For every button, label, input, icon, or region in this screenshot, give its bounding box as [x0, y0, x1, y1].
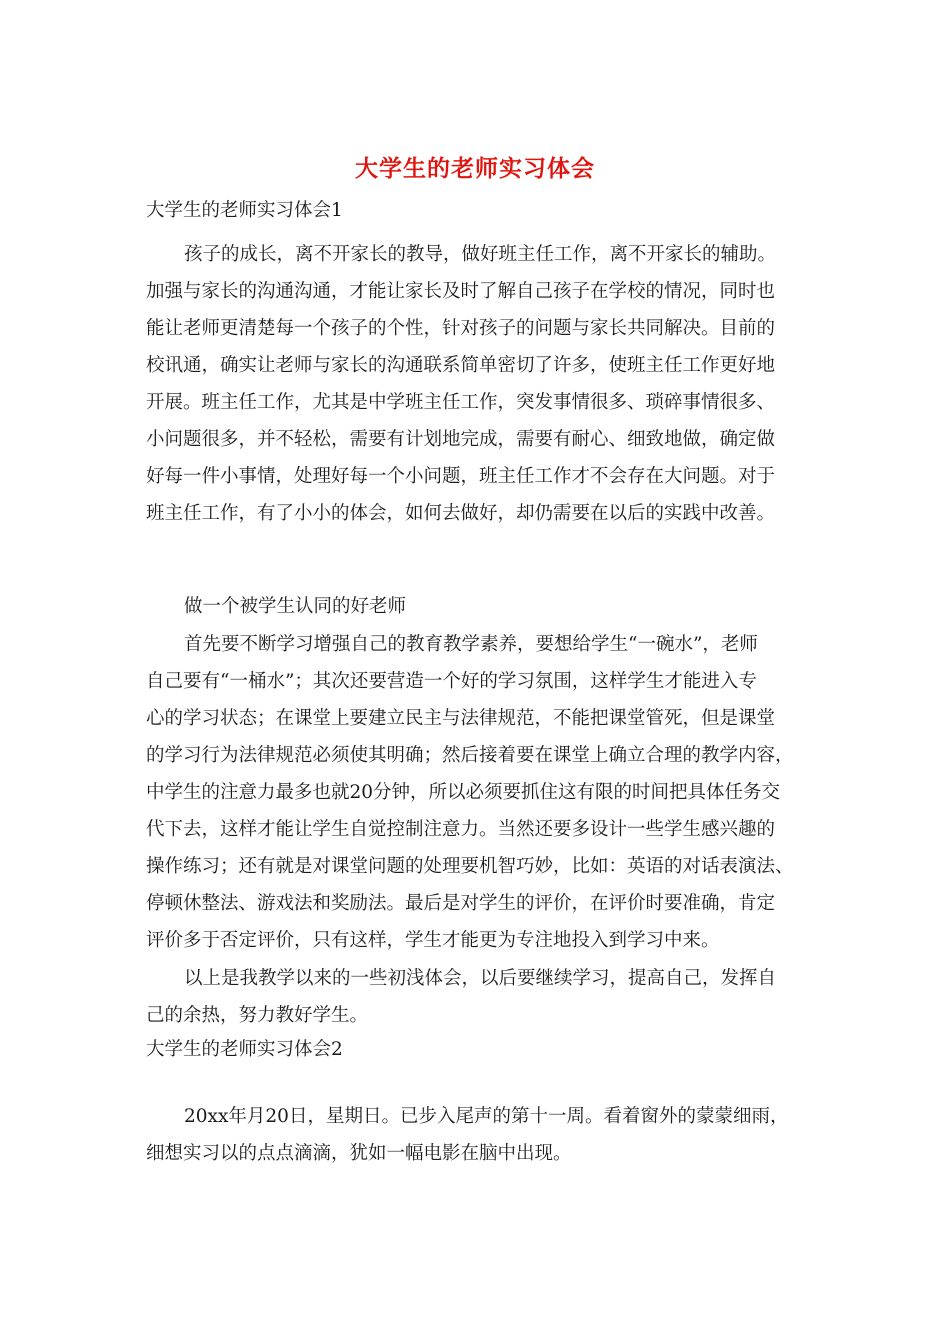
paragraph-line: 评价多于否定评价，只有这样，学生才能更为专注地投入到学习中来。	[146, 930, 720, 951]
paragraph-line: 孩子的成长，离不开家长的教导，做好班主任工作，离不开家长的辅助。	[184, 244, 777, 265]
paragraph-line: 好每一件小事情，处理好每一个小问题，班主任工作才不会存在大问题。对于	[146, 466, 776, 487]
paragraph-line: 代下去，这样才能让学生自觉控制注意力。当然还要多设计一些学生感兴趣的	[146, 819, 776, 840]
paragraph-line: 的学习行为法律规范必须使其明确；然后接着要在课堂上确立合理的教学内容，	[146, 745, 794, 766]
paragraph-line: 首先要不断学习增强自己的教育教学素养，要想给学生“一碗水”，老师	[184, 634, 758, 655]
paragraph-1	[146, 236, 814, 532]
paragraph-line: 能让老师更清楚每一个孩子的个性，针对孩子的问题与家长共同解决。目前的	[146, 318, 776, 339]
paragraph-line: 中学生的注意力最多也就20分钟，所以必须要抓住这有限的时间把具体任务交	[146, 782, 781, 803]
paragraph-2	[146, 626, 814, 959]
paragraph-line: 小问题很多，并不轻松，需要有计划地完成，需要有耐心、细致地做，确定做	[146, 429, 776, 450]
paragraph-line: 以上是我教学以来的一些初浅体会，以后要继续学习，提高自己，发挥自	[184, 968, 777, 989]
paragraph-line: 细想实习以的点点滴滴，犹如一幅电影在脑中出现。	[146, 1143, 572, 1164]
paragraph-line: 己的余热，努力教好学生。	[146, 1005, 369, 1026]
section-heading-2: 大学生的老师实习体会2	[146, 1039, 343, 1060]
paragraph-line: 操作练习；还有就是对课堂问题的处理要机智巧妙，比如：英语的对话表演法、	[146, 856, 794, 877]
paragraph-4	[146, 1098, 814, 1172]
paragraph-line: 心的学习状态；在课堂上要建立民主与法律规范，不能把课堂管死，但是课堂	[146, 708, 776, 729]
paragraph-line: 加强与家长的沟通沟通，才能让家长及时了解自己孩子在学校的情况，同时也	[146, 281, 776, 302]
paragraph-line: 班主任工作，有了小小的体会，如何去做好，却仍需要在以后的实践中改善。	[146, 503, 776, 524]
paragraph-line: 停顿休整法、游戏法和奖励法。最后是对学生的评价，在评价时要准确，肯定	[146, 893, 776, 914]
paragraph-3	[146, 960, 814, 1034]
paragraph-line: 自己要有“一桶水”；其次还要营造一个好的学习氛围，这样学生才能进入专	[146, 671, 757, 692]
paragraph-line: 20xx年月20日，星期日。已步入尾声的第十一周。看着窗外的蒙蒙细雨，	[184, 1106, 789, 1127]
document-title: 大学生的老师实习体会	[355, 155, 595, 182]
paragraph-line: 校讯通，确实让老师与家长的沟通联系简单密切了许多，使班主任工作更好地	[146, 355, 776, 376]
paragraph-line: 开展。班主任工作，尤其是中学班主任工作，突发事情很多、琐碎事情很多、	[146, 392, 776, 413]
subheading: 做一个被学生认同的好老师	[184, 596, 407, 617]
section-heading-1: 大学生的老师实习体会1	[146, 200, 343, 221]
